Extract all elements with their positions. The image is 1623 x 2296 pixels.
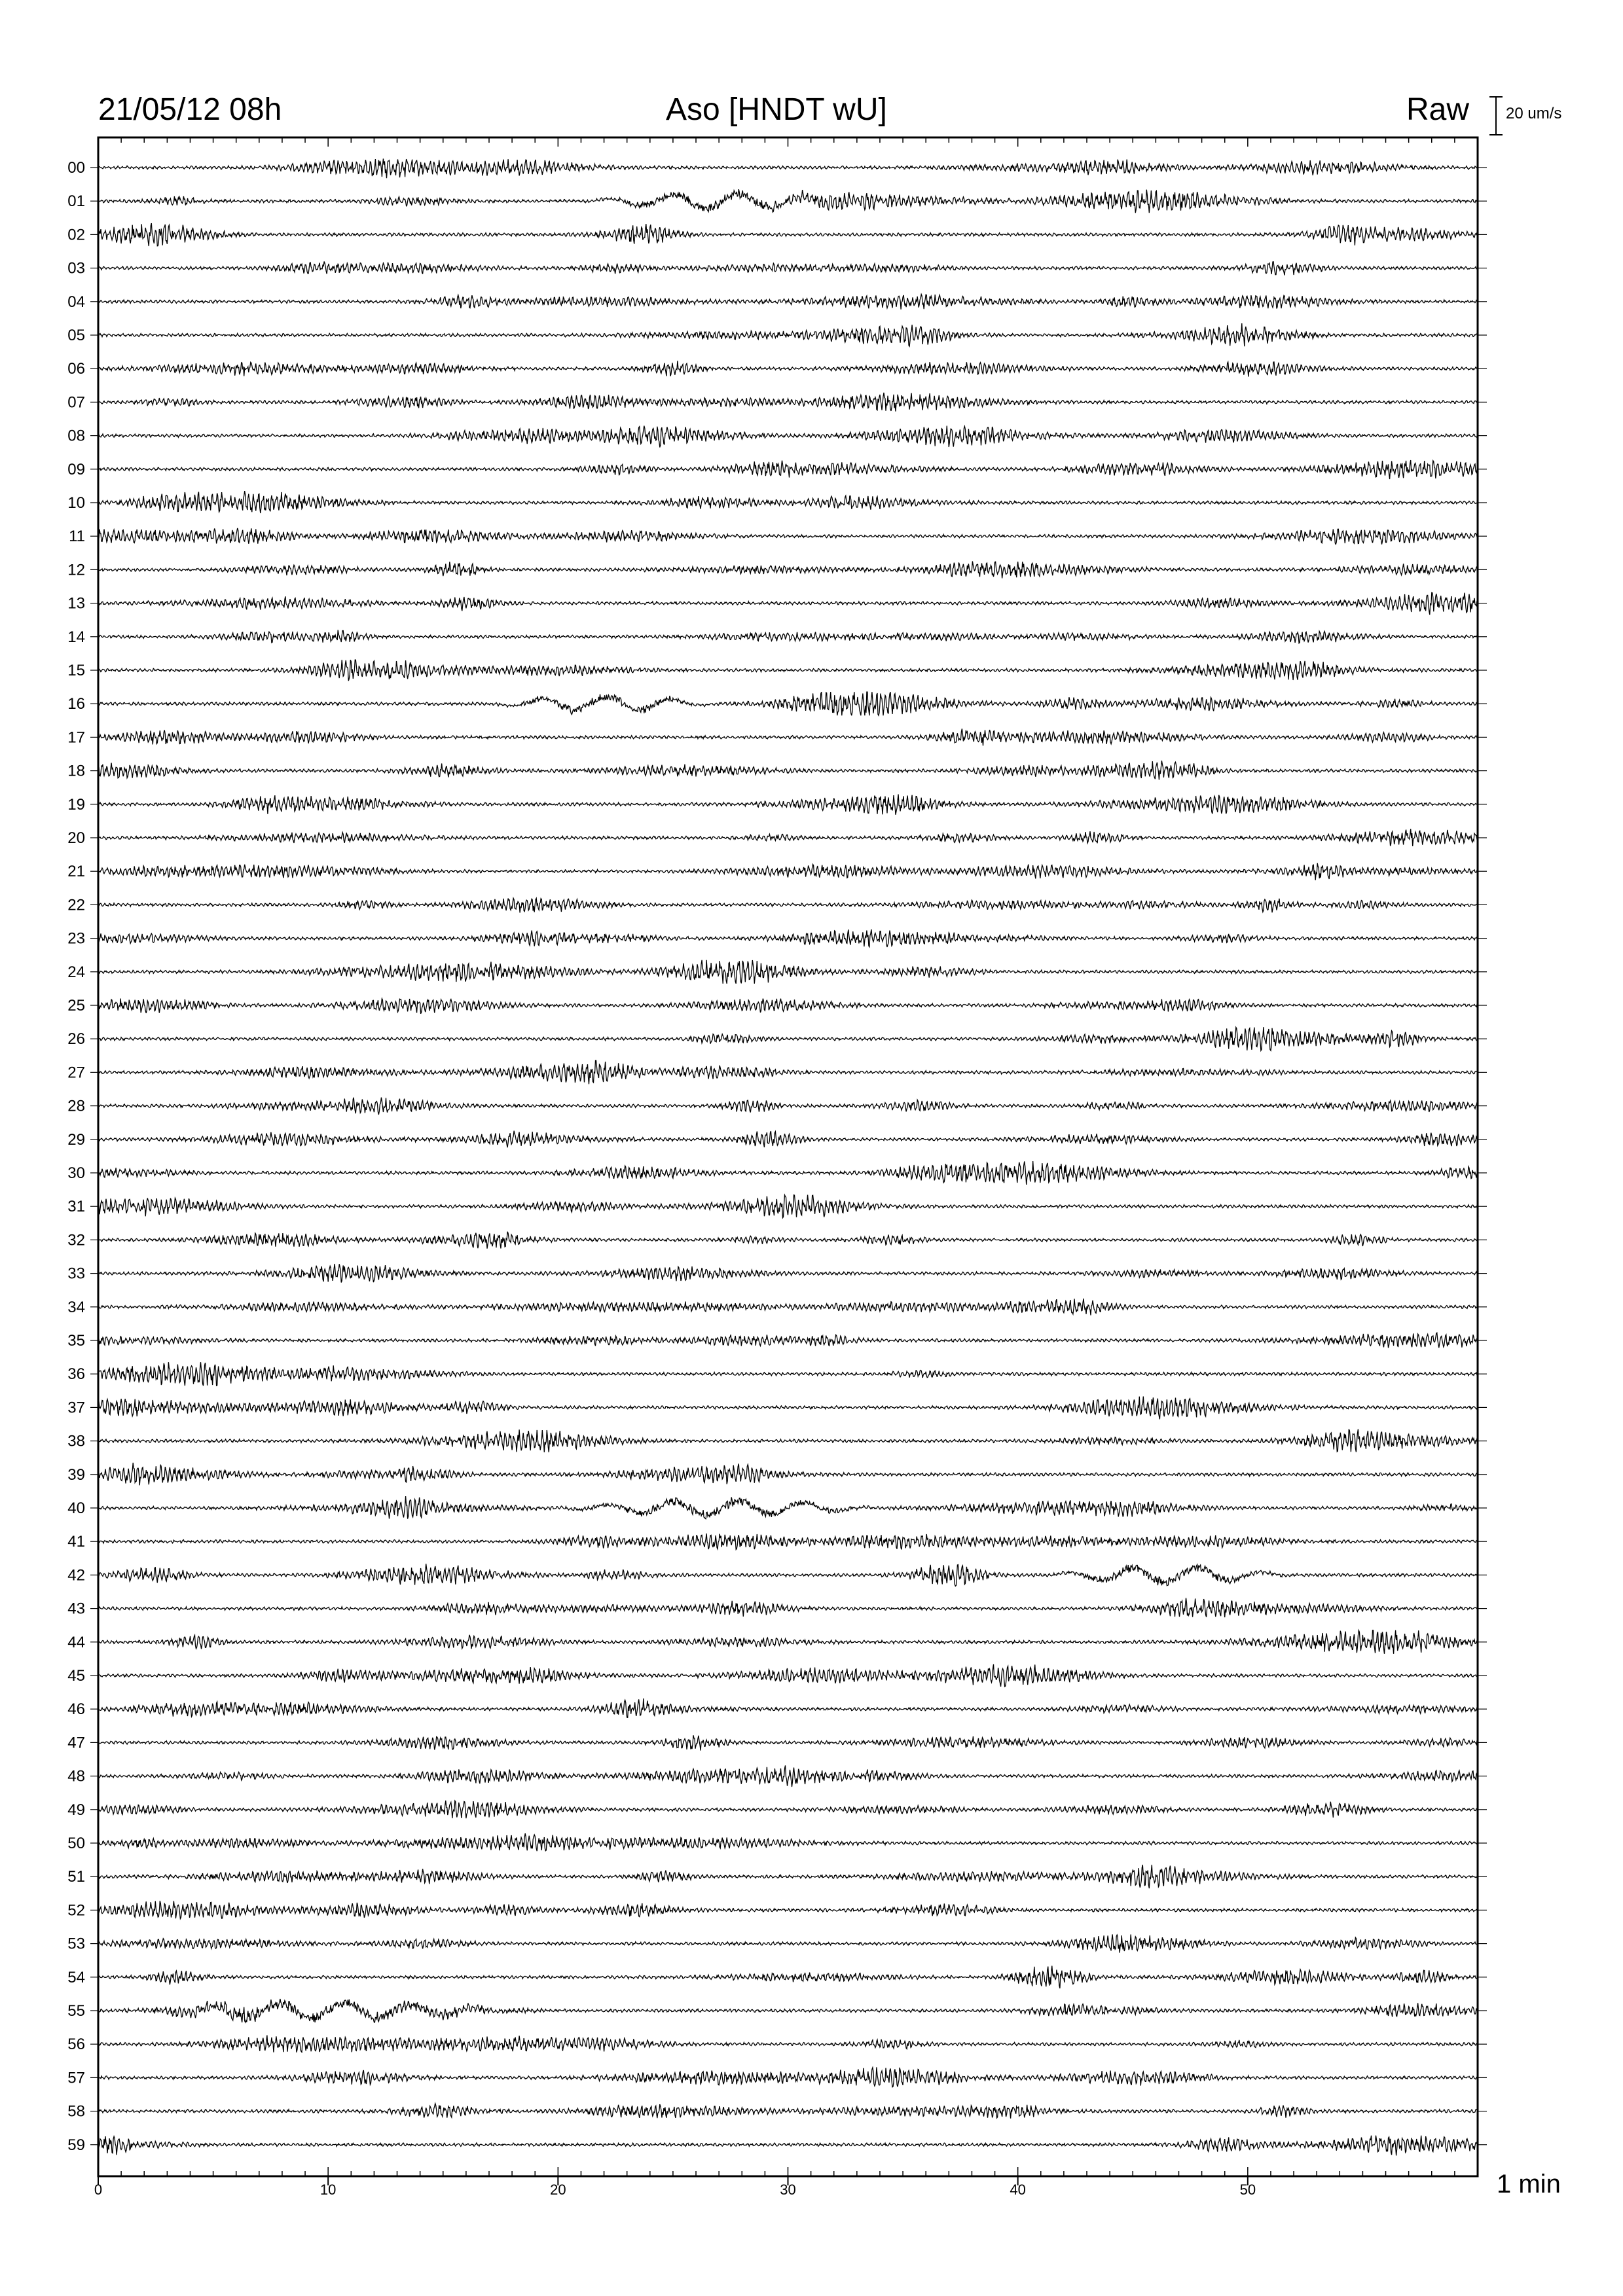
traces [98, 158, 1478, 2155]
trace-line [98, 1098, 1478, 1115]
trace-line [98, 460, 1478, 479]
row-label: 37 [67, 1399, 85, 1417]
station-title: Aso [HNDT wU] [666, 92, 887, 127]
row-label: 33 [67, 1265, 85, 1283]
row-label: 45 [67, 1667, 85, 1685]
row-label: 06 [67, 360, 85, 378]
row-label: 51 [67, 1868, 85, 1886]
x-tick-label: 20 [550, 2181, 566, 2198]
trace-line [98, 1232, 1478, 1249]
row-label: 57 [67, 2069, 85, 2087]
trace-line [98, 1934, 1478, 1952]
trace-line [98, 323, 1478, 346]
trace-line [98, 630, 1478, 643]
row-label: 28 [67, 1097, 85, 1115]
mode-label: Raw [1406, 92, 1470, 127]
row-label: 30 [67, 1164, 85, 1182]
x-tick-label: 50 [1239, 2181, 1256, 2198]
row-label: 04 [67, 293, 85, 311]
row-label: 59 [67, 2136, 85, 2154]
trace-line [98, 692, 1478, 715]
trace-line [98, 1801, 1478, 1818]
row-label: 39 [67, 1465, 85, 1484]
x-tick-label: 40 [1010, 2181, 1026, 2198]
trace-line [98, 1534, 1478, 1550]
row-label: 08 [67, 427, 85, 445]
row-label: 32 [67, 1231, 85, 1249]
row-label: 53 [67, 1935, 85, 1953]
trace-line [98, 189, 1478, 213]
trace-line [98, 660, 1478, 681]
row-label: 25 [67, 997, 85, 1014]
trace-line [98, 1564, 1478, 1586]
trace-line [98, 1966, 1478, 1989]
amplitude-scale-label: 20 um/s [1506, 105, 1562, 122]
row-label: 13 [67, 594, 85, 613]
trace-line [98, 262, 1478, 276]
row-label: 27 [67, 1064, 85, 1082]
trace-line [98, 2104, 1478, 2119]
trace-line [98, 1496, 1478, 1519]
row-label: 55 [67, 2002, 85, 2020]
row-labels [67, 159, 1487, 2154]
row-label: 34 [67, 1298, 85, 1316]
trace-line [98, 863, 1478, 880]
trace-line [98, 1333, 1478, 1348]
row-label: 43 [67, 1600, 85, 1618]
trace-line [98, 960, 1478, 984]
row-label: 52 [67, 1901, 85, 1920]
row-label: 07 [67, 393, 85, 412]
trace-line [98, 1698, 1478, 1717]
x-tick-label: 10 [319, 2181, 337, 2198]
row-label: 46 [67, 1700, 85, 1719]
row-label: 26 [67, 1030, 85, 1049]
trace-line [98, 158, 1478, 178]
trace-line [98, 1865, 1478, 1888]
trace-line [98, 1362, 1478, 1386]
trace-line [98, 1598, 1478, 1618]
row-label: 42 [67, 1566, 85, 1585]
trace-line [98, 829, 1478, 846]
trace-line [98, 795, 1478, 815]
trace-line [98, 2136, 1478, 2156]
trace-line [98, 1999, 1478, 2022]
row-label: 20 [67, 829, 85, 847]
trace-line [98, 1397, 1478, 1420]
trace-line [98, 491, 1478, 513]
row-label: 19 [67, 795, 85, 814]
row-label: 44 [67, 1633, 85, 1651]
row-label: 22 [67, 896, 85, 914]
row-label: 23 [67, 929, 85, 948]
row-label: 01 [67, 192, 85, 211]
row-label: 12 [67, 561, 85, 579]
trace-line [98, 426, 1478, 448]
row-label: 50 [67, 1835, 85, 1852]
row-label: 40 [67, 1499, 85, 1517]
trace-line [98, 999, 1478, 1014]
trace-line [98, 1429, 1478, 1452]
trace-line [98, 1131, 1478, 1148]
row-label: 11 [69, 528, 85, 546]
row-label: 49 [67, 1801, 85, 1819]
trace-line [98, 223, 1478, 246]
row-label: 48 [67, 1767, 85, 1785]
amplitude-scale-bar [1489, 97, 1503, 135]
row-label: 05 [67, 327, 85, 344]
x-unit-label: 1 min [1497, 2170, 1561, 2198]
row-label: 15 [67, 662, 85, 679]
row-label: 14 [67, 628, 85, 646]
row-label: 29 [67, 1130, 85, 1149]
row-label: 36 [67, 1365, 85, 1384]
trace-line [98, 1299, 1478, 1315]
x-tick-label: 0 [94, 2181, 103, 2198]
trace-line [98, 929, 1478, 947]
trace-line [98, 1027, 1478, 1050]
row-label: 02 [67, 226, 85, 244]
row-label: 24 [67, 963, 85, 981]
trace-line [98, 1630, 1478, 1654]
trace-line [98, 593, 1478, 615]
trace-line [98, 1735, 1478, 1750]
trace-line [98, 1765, 1478, 1787]
trace-line [98, 393, 1478, 412]
row-label: 17 [67, 728, 85, 747]
trace-line [98, 1060, 1478, 1084]
date-label: 21/05/12 08h [98, 92, 282, 127]
trace-line [98, 898, 1478, 912]
trace-line [98, 562, 1478, 579]
row-label: 35 [67, 1332, 85, 1350]
row-label: 31 [67, 1198, 85, 1216]
row-label: 10 [67, 494, 85, 512]
row-label: 54 [67, 1968, 85, 1986]
minor-ticks [98, 137, 1478, 2176]
trace-line [98, 528, 1478, 545]
trace-line [98, 1664, 1478, 1687]
trace-line [98, 1161, 1478, 1185]
row-label: 16 [67, 695, 85, 713]
row-label: 38 [67, 1432, 85, 1450]
row-label: 18 [67, 762, 85, 780]
trace-line [98, 728, 1478, 745]
plot-frame [98, 137, 1478, 2176]
trace-line [98, 295, 1478, 310]
trace-line [98, 1264, 1478, 1283]
row-label: 00 [67, 159, 85, 177]
row-label: 58 [67, 2102, 85, 2121]
trace-line [98, 1901, 1478, 1918]
trace-line [98, 1195, 1478, 1218]
trace-line [98, 761, 1478, 780]
trace-line [98, 2067, 1478, 2087]
x-ticks [94, 2176, 1256, 2198]
trace-line [98, 1463, 1478, 1486]
row-label: 03 [67, 259, 85, 278]
row-label: 41 [67, 1533, 85, 1551]
trace-line [98, 361, 1478, 376]
trace-line [98, 2036, 1478, 2053]
row-label: 47 [67, 1734, 85, 1752]
row-label: 09 [67, 460, 85, 478]
x-tick-label: 30 [780, 2181, 796, 2198]
row-label: 56 [67, 2036, 85, 2054]
row-label: 21 [67, 863, 85, 881]
trace-line [98, 1833, 1478, 1851]
